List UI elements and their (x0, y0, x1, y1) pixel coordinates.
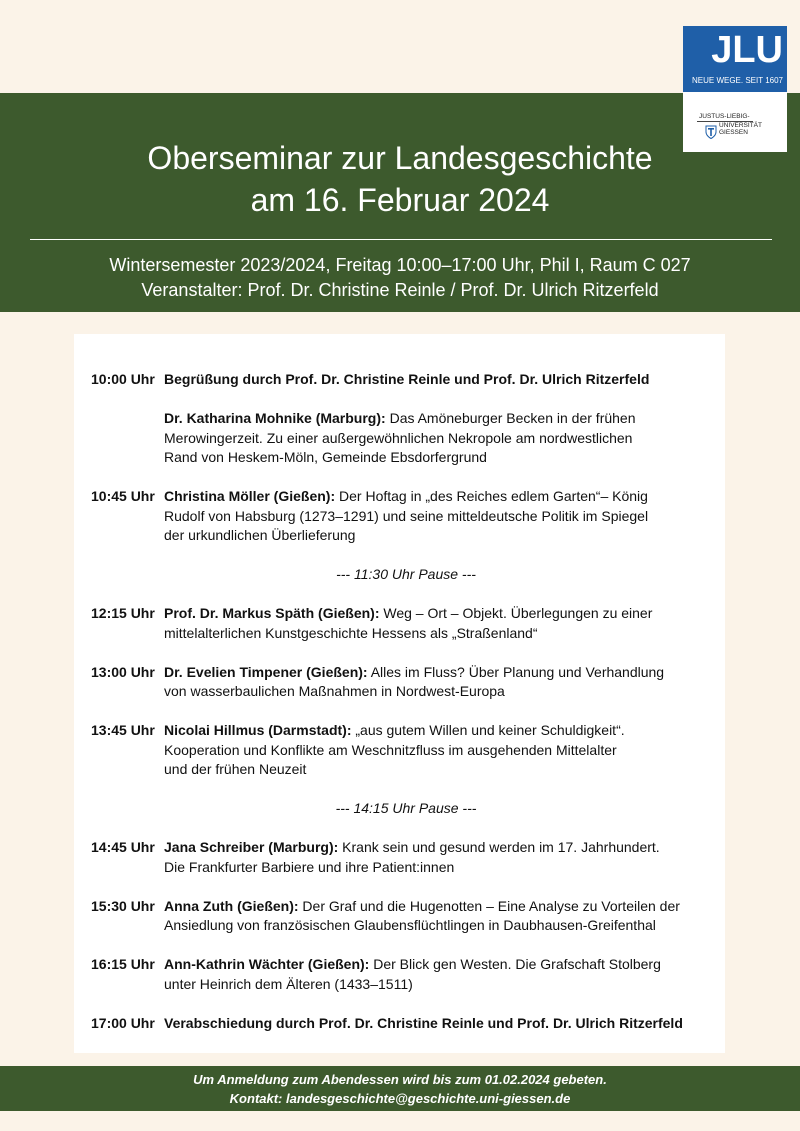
talk-title: Der Hoftag in „des Reiches edlem Garten“– König (335, 488, 648, 504)
talk-title-line: Rudolf von Habsburg (1273–1291) und seine mitteldeutsche Politik im Spiegel (164, 507, 649, 524)
entry-body (164, 838, 721, 877)
talk-title-line: Ansiedlung von französischen Glaubensflüchtlingen in Daubhausen-Greifenthal (164, 917, 656, 933)
entry-time: 10:45 Uhr (91, 488, 155, 504)
header-band (0, 93, 800, 312)
entry-line (164, 409, 721, 429)
talk-title-line: Die Frankfurter Barbiere und ihre Patient:innen (164, 858, 455, 875)
pause-note: --- 11:30 Uhr Pause --- (336, 566, 476, 582)
program-entry (91, 721, 721, 780)
program-entry (91, 663, 721, 702)
talk-title: Der Blick gen Westen. Die Grafschaft Stolberg (369, 956, 661, 972)
speaker-name: Anna Zuth (Gießen): (164, 897, 299, 914)
talk-title-line: von wasserbaulichen Maßnahmen in Nordwest-Europa (164, 683, 505, 699)
entry-line (164, 897, 721, 917)
talk-title: Der Graf und die Hugenotten – Eine Analyse zu Vorteilen der (298, 897, 680, 914)
entry-body (164, 663, 721, 702)
event-details (0, 253, 800, 303)
entry-body (164, 955, 721, 994)
footer-line: Um Anmeldung zum Abendessen wird bis zum 01.02.2024 gebeten. (193, 1072, 607, 1087)
footer-line: Kontakt: landesgeschichte@geschichte.uni-giessen.de (229, 1091, 571, 1106)
logo-tagline: NEUE WEGE. SEIT 1607 (692, 76, 783, 85)
subtitle-line: Wintersemester 2023/2024, Freitag 10:00–17:00 Uhr, Phil I, Raum C 027 (109, 255, 691, 275)
entry-time: 17:00 Uhr (91, 1014, 155, 1031)
program-entry (91, 409, 721, 468)
entry-body (164, 409, 721, 468)
talk-title-line: und der frühen Neuzeit (164, 761, 307, 777)
entry-body (164, 604, 721, 643)
talk-title-line: unter Heinrich dem Älteren (1433–1511) (164, 975, 413, 992)
program-panel (74, 334, 725, 1053)
entry-line (164, 955, 721, 975)
entry-time: 14:45 Uhr (91, 839, 155, 855)
logo-mark: JLU (711, 29, 783, 71)
title-line: am 16. Februar 2024 (250, 182, 550, 218)
speaker-name: Verabschiedung durch Prof. Dr. Christine Reinle und Prof. Dr. Ulrich Ritzerfeld (164, 1014, 683, 1031)
program-entry (91, 897, 721, 936)
talk-title-line: der urkundlichen Überlieferung (164, 527, 356, 543)
entry-time: 16:15 Uhr (91, 956, 155, 972)
entry-body (164, 487, 721, 546)
speaker-name: Dr. Katharina Mohnike (Marburg): (164, 410, 386, 426)
entry-body (164, 1014, 721, 1034)
talk-title: „aus gutem Willen und keiner Schuldigkeit“. (351, 722, 625, 738)
program-entry (91, 604, 721, 643)
entry-body (164, 370, 721, 390)
program-entry (91, 1014, 721, 1034)
talk-title: Alles im Fluss? Über Planung und Verhandlung (367, 663, 665, 680)
logo-university-name (697, 113, 783, 137)
header-divider (30, 239, 772, 240)
talk-title-line: Kooperation und Konflikte am Weschnitzfluss im ausgehenden Mittelalter (164, 741, 617, 758)
talk-title: Das Amöneburger Becken in der frühen (385, 410, 636, 426)
entry-line (164, 604, 721, 624)
logo-blue-panel (683, 26, 787, 92)
program-entry (91, 955, 721, 994)
entry-line (164, 1014, 721, 1034)
program-list (91, 370, 721, 1053)
speaker-name: Nicolai Hillmus (Darmstadt): (164, 722, 352, 738)
entry-time: 13:00 Uhr (91, 663, 155, 680)
entry-time: 12:15 Uhr (91, 605, 155, 621)
program-entry (91, 838, 721, 877)
talk-title-line: Merowingerzeit. Zu einer außergewöhnlichen Nekropole am nordwestlichen (164, 429, 633, 446)
speaker-name: Prof. Dr. Markus Späth (Gießen): (164, 605, 380, 621)
talk-title: Weg – Ort – Objekt. Überlegungen zu einer (379, 605, 653, 621)
entry-time: 13:45 Uhr (91, 722, 155, 738)
speaker-name: Begrüßung durch Prof. Dr. Christine Reinle und Prof. Dr. Ulrich Ritzerfeld (164, 371, 650, 387)
logo-name-line: UNIVERSITÄT (719, 121, 762, 129)
pause-note: --- 14:15 Uhr Pause --- (335, 800, 477, 816)
entry-line (164, 663, 721, 683)
entry-body (164, 897, 721, 936)
title-line: Oberseminar zur Landesgeschichte (147, 140, 653, 176)
logo-name-line: GIESSEN (719, 129, 748, 136)
entry-line (164, 487, 721, 507)
footer-band (0, 1066, 800, 1111)
entry-line (164, 838, 721, 858)
university-logo (683, 26, 787, 152)
speaker-name: Dr. Evelien Timpener (Gießen): (164, 663, 368, 680)
entry-body (164, 721, 721, 780)
entry-time: 10:00 Uhr (91, 371, 155, 387)
page-title (0, 137, 800, 221)
speaker-name: Christina Möller (Gießen): (164, 488, 336, 504)
subtitle-line: Veranstalter: Prof. Dr. Christine Reinle / Prof. Dr. Ulrich Ritzerfeld (141, 280, 659, 300)
talk-title-line: Rand von Heskem-Möln, Gemeinde Ebsdorfergrund (164, 449, 487, 465)
talk-title: Krank sein und gesund werden im 17. Jahrhundert. (338, 839, 660, 855)
entry-time (91, 409, 164, 468)
program-entry (91, 370, 721, 390)
entry-line (164, 370, 721, 390)
speaker-name: Jana Schreiber (Marburg): (164, 839, 339, 855)
talk-title-line: mittelalterlichen Kunstgeschichte Hessens als „Straßenland“ (164, 624, 538, 641)
entry-line (164, 721, 721, 741)
entry-time: 15:30 Uhr (91, 897, 155, 914)
program-entry (91, 487, 721, 546)
logo-name-line: JUSTUS-LIEBIG- (697, 113, 753, 122)
speaker-name: Ann-Kathrin Wächter (Gießen): (164, 956, 370, 972)
